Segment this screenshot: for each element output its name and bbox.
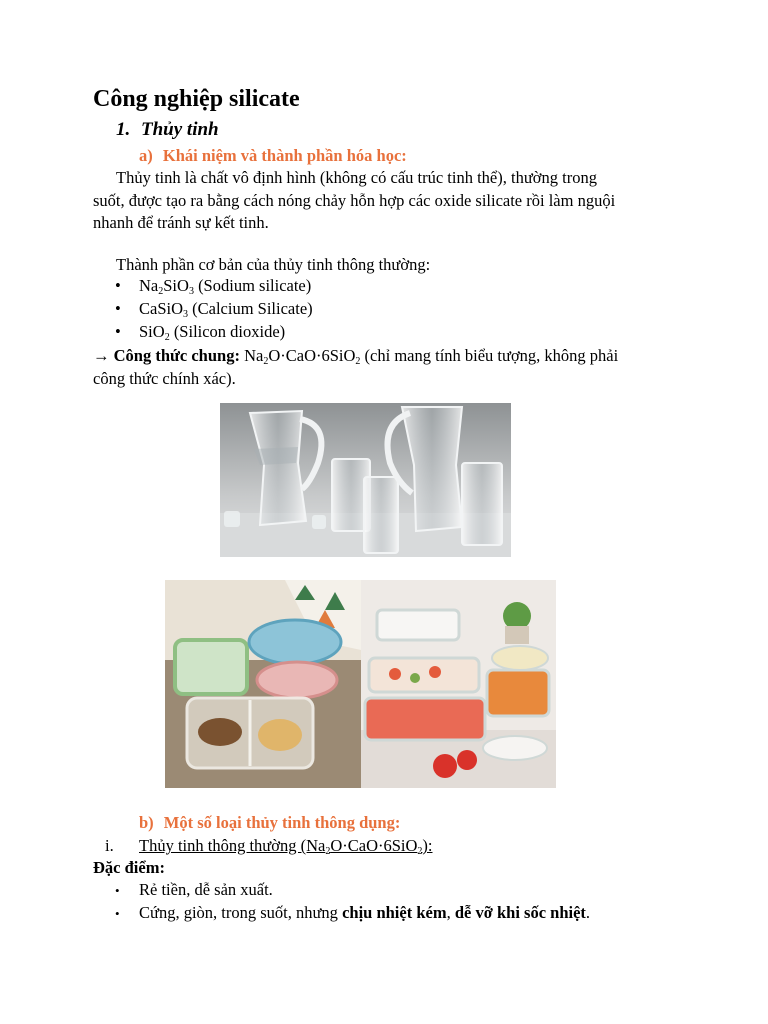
subsection-a-heading xyxy=(139,146,407,166)
bullet-icon: • xyxy=(115,883,120,898)
section-number: 1. xyxy=(116,119,131,140)
section-heading-glass xyxy=(116,119,219,141)
component-name: (Sodium silicate) xyxy=(198,276,312,295)
glass-containers-photo xyxy=(165,580,556,788)
list-item: • Rẻ tiền, dễ sản xuất. xyxy=(115,880,273,899)
definition-line-2: suốt, được tạo ra bằng cách nóng chảy hỗn hợp các oxide silicate rồi làm nguội xyxy=(93,190,616,210)
list-item: • CaSiO$_3$ (Calcium Silicate) xyxy=(115,299,313,320)
list-item: • $Na_2SiO_3$ (Sodium silicate) xyxy=(115,276,312,297)
item-number: i. xyxy=(105,836,114,855)
list-item: • Cứng, giòn, trong suốt, nhưng chịu nhiệt kém, dễ vỡ khi sốc nhiệt. xyxy=(115,903,591,922)
subsection-a-title: Khái niệm và thành phần hóa học: xyxy=(162,146,407,165)
item-i xyxy=(105,835,433,858)
bullet-icon: • xyxy=(115,276,121,295)
general-formula: → Công thức chung: $Na_2O\cdot CaO\cdot 6SiO_2$ (chỉ mang tính biểu tượng, không phải công thức chính xác). xyxy=(93,346,619,388)
general-formula-label: Công thức chung: xyxy=(113,346,240,365)
component-name: (Silicon dioxide) xyxy=(173,322,286,341)
glassware-photo xyxy=(220,403,511,557)
subsection-b-title: Một số loại thủy tinh thông dụng: xyxy=(163,813,401,832)
bullet-icon: • xyxy=(115,906,120,921)
composition-intro: Thành phần cơ bản của thủy tinh thông thường: xyxy=(116,255,431,274)
subsection-b-label: b) xyxy=(139,813,154,832)
item-title: Thủy tinh thông thường $(Na_2O\cdot CaO\cdot 6SiO_2)$: xyxy=(139,836,433,857)
features-label: Đặc điểm: xyxy=(93,858,165,877)
section-title: Thủy tinh xyxy=(141,119,219,140)
definition-paragraph xyxy=(93,167,693,235)
subsection-a-label: a) xyxy=(139,146,153,165)
subsection-b-heading xyxy=(139,813,400,833)
page-title: Công nghiệp silicate xyxy=(93,86,300,112)
definition-line-1: Thủy tinh là chất vô định hình (không có cấu trúc tinh thể), thường trong xyxy=(116,168,597,187)
list-item: • SiO$_2$ (Silicon dioxide) xyxy=(115,322,286,343)
bullet-icon: • xyxy=(115,299,121,318)
component-name: (Calcium Silicate) xyxy=(192,299,313,318)
arrow-icon: → xyxy=(93,346,110,365)
bullet-icon: • xyxy=(115,322,121,341)
definition-line-3: nhanh để tránh sự kết tinh. xyxy=(93,213,269,232)
